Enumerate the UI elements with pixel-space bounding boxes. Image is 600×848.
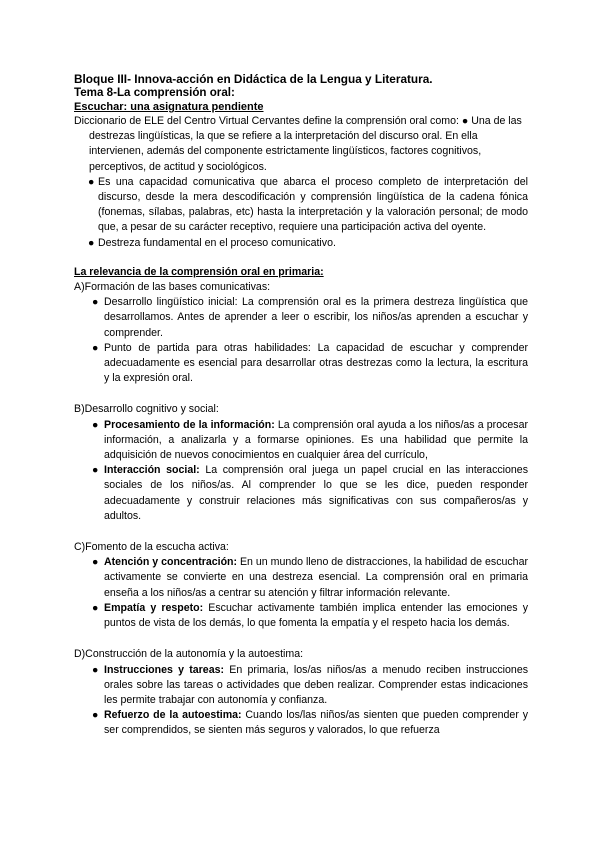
section-bullet: ● Desarrollo lingüístico inicial: La comprensión oral es la primera destreza lingüística que desarrollamos. Antes de aprender a leer o escribir, los niños/as aprenden a escuchar y comprender. [92, 296, 528, 339]
intro-bullet: ● Es una capacidad comunicativa que abarca el proceso completo de interpretación del discurso, desde la mera descodificación y comprensión lingüística de la cadena fónica (fonemas, sílabas, palabras, etc) hasta la interpretación y la valoración personal; de modo que, a pesar de su carácter receptivo, requiere una participación activa del oyente. [88, 175, 528, 234]
document-title: Bloque III- Innova-acción en Didáctica de la Lengua y Literatura. [74, 72, 433, 86]
intro-bullet: ● Destreza fundamental en el proceso comunicativo. [74, 236, 528, 251]
section-title-c: C)Fomento de la escucha activa: [74, 541, 229, 554]
bullet-icon: ● [92, 556, 99, 569]
bullet-icon: ● [92, 601, 99, 614]
bullet-icon: ● [92, 296, 99, 309]
intro-paragraph: Diccionario de ELE del Centro Virtual Cervantes define la comprensión oral como: ● Una de las destrezas lingüísticas, la que se refiere a la interpretación del discurso oral. En ella intervienen, además del componente estrictamente lingüísticos, factores cognitivos, perceptivos, de actitud y sociológicos. [74, 115, 522, 173]
bullet-icon: ● [92, 663, 99, 676]
topic-title: Tema 8-La comprensión oral: [74, 86, 235, 99]
bullet-icon: ● [92, 464, 99, 477]
section-subtitle: Escuchar: una asignatura pendiente [74, 101, 264, 113]
section-bullet: ● Atención y concentración: En un mundo lleno de distracciones, la habilidad de escuchar activamente se convierte en una destreza esencial. La comprensión oral en primaria enseña a los niños/as a centrar su atención y filtrar información relevante. [92, 556, 528, 599]
section-bullet: ● Refuerzo de la autoestima: Cuando los/las niños/as sienten que pueden comprender y ser comprendidos, se sienten más seguros y valorados, lo que refuerza [92, 709, 528, 737]
section-bullet: ● Punto de partida para otras habilidades: La capacidad de escuchar y comprender adecuadamente es esencial para desarrollar otras destrezas como la lectura, la escritura y la expresión oral. [92, 341, 528, 385]
section-bullet: ● Instrucciones y tareas: En primaria, los/as niños/as a menudo reciben instrucciones orales sobre las tareas o actividades que deben realizar. Comprender estas indicaciones les permite trabajar con autonomía y confianza. [92, 663, 529, 706]
section-bullet: ● Procesamiento de la información: La comprensión oral ayuda a los niños/as a procesar información, a analizarla y a formarse opiniones. Es una habilidad que permite la adquisición de nuevos conocimientos en cualquier área del currículo, [92, 418, 528, 462]
bullet-icon: ● [92, 418, 99, 431]
section-bullet: ● Empatía y respeto: Escuchar activamente también implica entender las emociones y puntos de vista de los demás, lo que fomenta la empatía y el respeto hacia los demás. [92, 601, 528, 630]
bullet-icon: ● [88, 236, 95, 249]
relevance-heading: La relevancia de la comprensión oral en primaria: [74, 265, 324, 278]
section-title-b: B)Desarrollo cognitivo y social: [74, 403, 219, 416]
bullet-icon: ● [92, 709, 99, 722]
section-title-a: A)Formación de las bases comunicativas: [74, 281, 271, 294]
document-page [74, 72, 528, 739]
bullet-icon: ● [92, 341, 99, 354]
section-title-d: D)Construcción de la autonomía y la autoestima: [74, 648, 304, 661]
bullet-icon: ● [88, 175, 95, 188]
section-bullet: ● Interacción social: La comprensión oral juega un papel crucial en las interacciones sociales de los niños/as. Al comprender lo que se les dice, pueden responder adecuadamente y construir relaciones más significativas con sus compañeros/as y adultos. [92, 464, 528, 522]
